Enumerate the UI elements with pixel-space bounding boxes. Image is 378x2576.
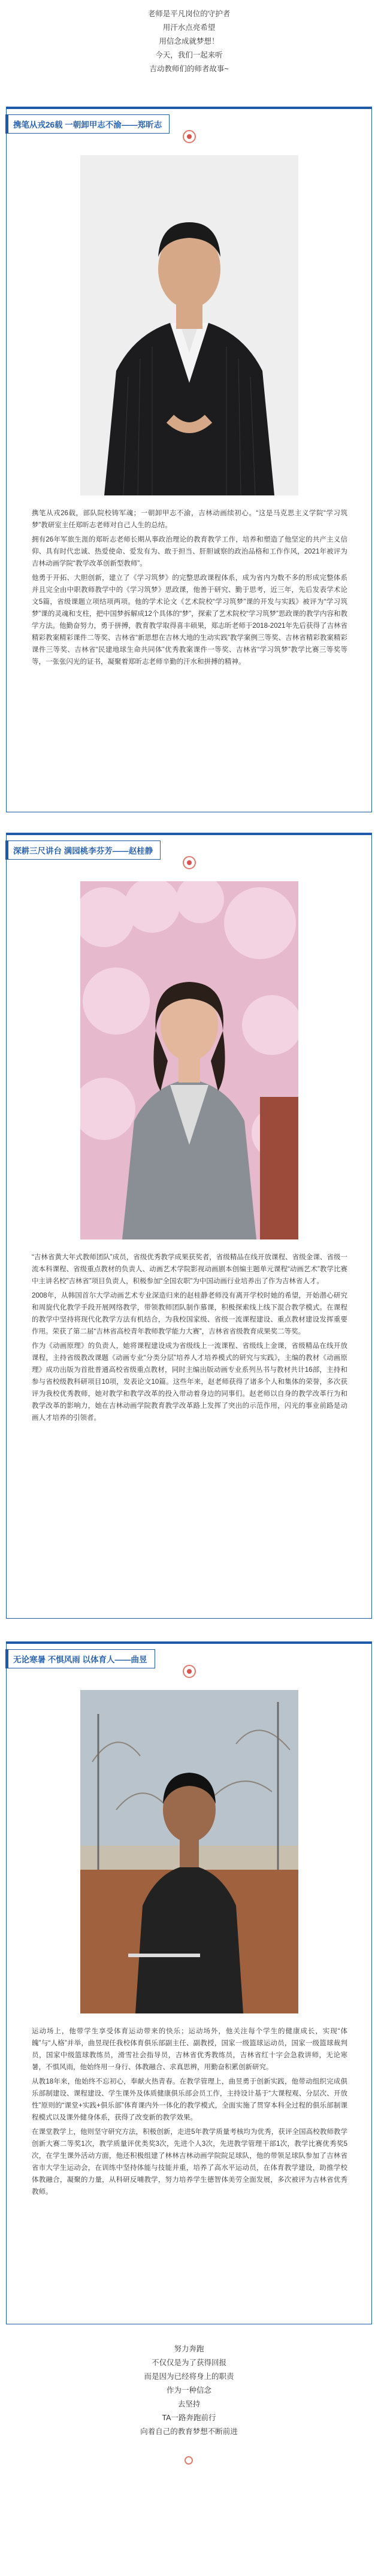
profile-photo (80, 881, 298, 1239)
outro-line: TA一路奔跑前行 (162, 2414, 216, 2422)
outro-line: 作为一种信念 (166, 2386, 211, 2394)
profile-photo (80, 1690, 298, 2013)
outro-line: 努力奔跑 (174, 2345, 204, 2353)
profile-title-text: 深耕三尺讲台 满园桃李芬芳——赵桂静 (5, 840, 161, 860)
profile-bio (32, 1251, 347, 1426)
intro-line: 用信念成就梦想！ (159, 37, 219, 46)
outro-poem (0, 2342, 378, 2439)
bio-paragraph: 运动场上，他带学生享受体育运动带来的快乐；运动场外，他关注每个学生的健康成长，实现“体魄”与“人格”并举，曲昱现任我校体育俱乐部副主任、副教授，国家一级篮球运动员，国家一级篮球裁判员，国家中级篮球教练员，滑雪社会指导员，吉林省优秀教练员，吉林省红十字会急救讲师，无论寒暑，不惧风雨，他始终用一身行、体教融合、求真思辨，用勤奋积累创新研究。 (32, 2028, 347, 2071)
intro-line: 今天，我们一起来听 (155, 51, 223, 59)
seal-icon (183, 1665, 196, 1678)
bio-paragraph: 2008年，从韩国首尔大学动画艺术专业深造归来的赵桂静老师没有离开学校时她的希望，开始潜心研究和周旋代化教学手段开展网络教学，带领教师团队制作慕课，积极探索线上线下混合教学模式。在课程的教学中坚持将现代化教学方法有机结合，为我校国家级、省级一流课程建设、重点教材建设发挥重要作用。荣获了第二届“吉林省高校青年教师教学能力大赛”，吉林省省级教育成果奖二等奖。 (32, 1292, 347, 1335)
intro-poem (0, 0, 378, 101)
profile-title (5, 114, 170, 134)
profile-bio (32, 507, 347, 670)
intro-line: 吉动教师们的师者故事~ (149, 65, 229, 73)
bio-paragraph: 他勇于开拓、大胆创新，建立了《学习筑梦》的完整思政课程体系，成为省内为数不多的形成完整体系并且完全由中职教师教学中的《学习筑梦》思政课，他善于研究、勤于思考，近三年，先后发表学术论文5篇，省级课题立项结项两项。他的学术论文《艺术院校“学习筑梦”课的开发与实践》被评为“学习筑梦”课的灵魂和支柱，把中国梦拆解成12个具体的“梦”，探索了艺术院校“学习筑梦”思政课的教学内容和教学方法。他勤奋努力，勇于拼搏，教育教学取得喜丰硕果，郑志昕老师于2018-2021年先后获得了吉林省精彩教案精彩课件二等奖、吉林省“新思想在吉林大地的生动实践”教学案例三等奖、吉林省精彩教案精彩课件三等奖、吉林省“民建地球生命共同体”优秀教案课件一等奖、吉林省“学习筑梦”教学比赛三等奖等等，一张张闪光的证书，凝聚着郑昕志老师辛勤的汗水和拼搏的精神。 (32, 575, 347, 666)
intro-line: 用汗水点亮希望 (162, 23, 216, 32)
intro-line: 老师是平凡岗位的守护者 (147, 10, 231, 18)
bio-paragraph: “吉林省黄大年式教师团队”成员，省级优秀教学成果获奖者，省级精品在线开放课程、省级金课、省级一流本科课程、省级重点教材的负责人、动画艺术学院影视动画剧本创编主题单元课程“动画艺术”教学比赛中主讲名校”吉林省”项目负责人，积极参加“全国农职”为中国动画行业培养出了作为吉林省人才。 (32, 1254, 347, 1285)
profile-card-zheng (6, 107, 372, 812)
bio-paragraph: 作为《动画原理》的负责人，她将课程建设成为省级线上一流课程、省级线上金课，省级精品在线开放课程，主持省级教改课题《动画专业“分类分层”培养人才培养模式的研究与实践》，主编的教材《动画原理》成功出版为首批普通高校省级重点教材，同时主编出版动画专业系列丛书与教材共计16部，主持和参与省校级教科研项目10项，发表论文10篇。这些年来，赵老师获得了诸多个人和集体的荣誉，多次获评为我校优秀教师，她对教学和教学改革的投入带动着身边的同事们。赵老师以自身的教学改革行为和教学改革的影响力，她在吉林动画学院教育教学改革路上发挥了突出的示范作用，闪光的事业前路是动画人才培养的引领者。 (32, 1343, 347, 1422)
profile-card-zhao (6, 833, 372, 1619)
outro-line: 不仅仅是为了获得回报 (151, 2359, 226, 2367)
seal-icon (183, 856, 196, 869)
profile-title-text: 携笔从戎26载 一朝卸甲志不渝——郑昕志 (5, 114, 170, 134)
bio-paragraph: 从教18年来，他始终不忘初心，奉献火热青春。在教学管理上，曲昱勇于创新实践，他带动组织完成俱乐部制建设、课程建设、学生课外及体质健康俱乐部会员工作，主持设计基于“大课程观、分层次、开放性”原则的“课堂+实践+俱乐部”体育课内外一体化的教学模式，全面实施了贯穿本科全过程的俱乐部制课程模式以及课外健身体系，获得了改变新的教学效果。 (32, 2078, 347, 2121)
profile-card-qu (6, 1641, 372, 2324)
seal-icon (183, 130, 196, 143)
portrait-man-in-suit (80, 155, 298, 495)
bio-paragraph: 携笔从戎26载，部队院校铸军魂；一朝卸甲志不渝，吉林动画续初心。“这是马克思主义学院“学习筑梦”教研室主任郑昕志老师对自己人生的总结。 (32, 510, 347, 529)
outro-line: 去坚持 (177, 2400, 201, 2408)
outro-line: 而是因为已经将身上的职责 (144, 2372, 234, 2381)
portrait-man-outdoor (80, 1690, 298, 2013)
portrait-woman-blossoms (80, 881, 298, 1239)
seal-icon (185, 2456, 193, 2465)
profile-photo (80, 155, 298, 495)
outro-line: 向着自己的教育梦想不断前进 (140, 2427, 238, 2436)
bio-paragraph: 在课堂教学上，他则坚守研究方法，积极创新，走进5年教学质量考核均为优秀，获评全国高校教师教学创新大赛二等奖1次，教学质量评优类奖3次，先进个人3次，先进教学管理干部1次，教学比赛优秀奖5次，在学生课外活动方面，他还积极组建了林林吉林动画学院院足球队，他的带领足球队参加了吉林省省市大学生运动会，在训练中坚持体能与技能并重，培养了高水平运动员，在体育教学建设，助推学校体教融合，凝聚的力量，从科研反哺教学，努力培养学生德智体美劳全面发展，多次被评为吉林省优秀教师。 (32, 2128, 347, 2196)
profile-title (5, 840, 161, 860)
profile-title-text: 无论寒暑 不惧风雨 以体育人——曲昱 (5, 1649, 155, 1668)
profile-bio (32, 2025, 347, 2200)
profile-title (5, 1649, 155, 1668)
bio-paragraph: 拥有26年军旅生涯的郑昕志老师长期从事政治理论的教育教学工作，培养和塑造了他坚定的共产主义信仰、具有时代忠诚、热爱使命、爱发有为、敢于担当、肝胆诚察的政治品格和工作作风，2021年被评为吉林动画学院“教学改革创新型教师”。 (32, 536, 347, 567)
